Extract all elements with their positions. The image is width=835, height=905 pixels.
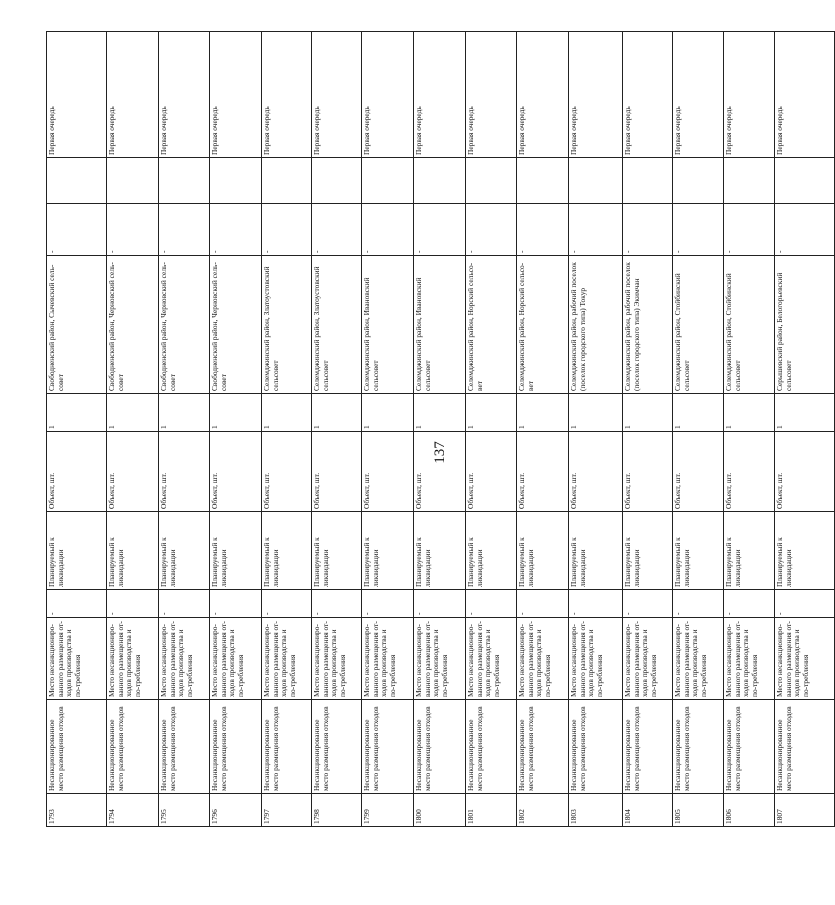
cell-action-status: Планируемый к ликвидации: [466, 512, 517, 590]
cell-extra-2: [159, 158, 210, 204]
cell-number: 1795: [159, 794, 210, 827]
cell-quantity: 1: [210, 394, 262, 432]
cell-location: Селемджинский район, Норский сельсо-вет: [466, 256, 517, 394]
cell-dash: -: [262, 590, 312, 618]
cell-unit: Объект, шт.: [47, 432, 107, 512]
cell-number: 1807: [775, 794, 835, 827]
cell-number: 1806: [724, 794, 775, 827]
table-row: [466, 32, 517, 827]
cell-extra-1: -: [623, 204, 673, 256]
table-row: [569, 32, 623, 827]
cell-extra-1: -: [362, 204, 414, 256]
table-row: [414, 32, 466, 827]
cell-unit: Объект, шт.: [623, 432, 673, 512]
cell-number: 1794: [107, 794, 159, 827]
cell-quantity: 1: [107, 394, 159, 432]
cell-description: Место несанкциониро-ванного размещения от-ходов производства и по-требления: [414, 618, 466, 700]
cell-number: 1800: [414, 794, 466, 827]
cell-extra-2: [673, 158, 724, 204]
cell-action-status: Планируемый к ликвидации: [159, 512, 210, 590]
cell-quantity: 1: [262, 394, 312, 432]
cell-unit: Объект, шт.: [466, 432, 517, 512]
table-row: [262, 32, 312, 827]
cell-location: Селемджинский район, Златоустовский сельсовет: [262, 256, 312, 394]
cell-extra-2: [262, 158, 312, 204]
cell-quantity: 1: [623, 394, 673, 432]
cell-description: Место несанкциониро-ванного размещения от-ходов производства и по-требления: [673, 618, 724, 700]
table-row: [623, 32, 673, 827]
cell-unit: Объект, шт.: [414, 432, 466, 512]
cell-quantity: 1: [362, 394, 414, 432]
cell-quantity: 1: [673, 394, 724, 432]
cell-action-status: Планируемый к ликвидации: [569, 512, 623, 590]
cell-dash: -: [623, 590, 673, 618]
cell-extra-1: -: [47, 204, 107, 256]
cell-extra-2: [362, 158, 414, 204]
cell-extra-1: -: [210, 204, 262, 256]
cell-action-status: Планируемый к ликвидации: [775, 512, 835, 590]
cell-dash: -: [47, 590, 107, 618]
cell-dash: -: [362, 590, 414, 618]
cell-queue: Первая очередь: [466, 32, 517, 158]
cell-object-name: Несанкционированное место размещения отходов: [623, 700, 673, 794]
cell-location: Селемджинский район, Стойбинский сельсовет: [724, 256, 775, 394]
cell-quantity: 1: [159, 394, 210, 432]
cell-action-status: Планируемый к ликвидации: [312, 512, 362, 590]
cell-extra-2: [210, 158, 262, 204]
cell-queue: Первая очередь: [623, 32, 673, 158]
cell-description: Место несанкциониро-ванного размещения от-ходов производства и по-требления: [466, 618, 517, 700]
cell-description: Место несанкциониро-ванного размещения от-ходов производства и по-требления: [159, 618, 210, 700]
cell-extra-1: -: [107, 204, 159, 256]
table-row: [362, 32, 414, 827]
cell-location: Свободненский район, Черновский сель-совет: [107, 256, 159, 394]
cell-location: Свободненский район, Черновский сель-совет: [210, 256, 262, 394]
cell-dash: -: [210, 590, 262, 618]
cell-action-status: Планируемый к ликвидации: [362, 512, 414, 590]
cell-quantity: 1: [569, 394, 623, 432]
cell-extra-2: [775, 158, 835, 204]
cell-quantity: 1: [775, 394, 835, 432]
cell-location: Селемджинский район, рабочий поселок (поселок городского типа) Токур: [569, 256, 623, 394]
page-number: 137: [432, 441, 448, 464]
cell-action-status: Планируемый к ликвидации: [623, 512, 673, 590]
cell-queue: Первая очередь: [362, 32, 414, 158]
cell-description: Место несанкциониро-ванного размещения от-ходов производства и по-требления: [47, 618, 107, 700]
cell-dash: -: [312, 590, 362, 618]
cell-location: Селемджинский район, Ивановский сельсовет: [414, 256, 466, 394]
cell-description: Место несанкциониро-ванного размещения от-ходов производства и по-требления: [517, 618, 569, 700]
cell-location: Селемджинский район, Стойбинский сельсовет: [673, 256, 724, 394]
cell-description: Место несанкциониро-ванного размещения от-ходов производства и по-требления: [724, 618, 775, 700]
cell-unit: Объект, шт.: [775, 432, 835, 512]
cell-extra-2: [312, 158, 362, 204]
cell-action-status: Планируемый к ликвидации: [210, 512, 262, 590]
cell-queue: Первая очередь: [312, 32, 362, 158]
cell-object-name: Несанкционированное место размещения отходов: [775, 700, 835, 794]
cell-unit: Объект, шт.: [362, 432, 414, 512]
cell-unit: Объект, шт.: [312, 432, 362, 512]
cell-object-name: Несанкционированное место размещения отходов: [262, 700, 312, 794]
cell-object-name: Несанкционированное место размещения отходов: [362, 700, 414, 794]
cell-dash: -: [159, 590, 210, 618]
cell-action-status: Планируемый к ликвидации: [107, 512, 159, 590]
cell-queue: Первая очередь: [569, 32, 623, 158]
table-row: [159, 32, 210, 827]
cell-description: Место несанкциониро-ванного размещения от-ходов производства и по-требления: [569, 618, 623, 700]
cell-unit: Объект, шт.: [159, 432, 210, 512]
cell-description: Место несанкциониро-ванного размещения от-ходов производства и по-требления: [210, 618, 262, 700]
cell-queue: Первая очередь: [47, 32, 107, 158]
cell-extra-2: [724, 158, 775, 204]
cell-number: 1793: [47, 794, 107, 827]
cell-action-status: Планируемый к ликвидации: [262, 512, 312, 590]
cell-description: Место несанкциониро-ванного размещения от-ходов производства и по-требления: [775, 618, 835, 700]
cell-queue: Первая очередь: [517, 32, 569, 158]
cell-action-status: Планируемый к ликвидации: [724, 512, 775, 590]
cell-queue: Первая очередь: [775, 32, 835, 158]
table-row: [210, 32, 262, 827]
cell-description: Место несанкциониро-ванного размещения от-ходов производства и по-требления: [312, 618, 362, 700]
cell-quantity: 1: [724, 394, 775, 432]
cell-queue: Первая очередь: [414, 32, 466, 158]
table-row: [47, 32, 107, 827]
cell-location: Свободненский район, Черновский сель-совет: [159, 256, 210, 394]
cell-extra-1: -: [159, 204, 210, 256]
cell-number: 1799: [362, 794, 414, 827]
cell-object-name: Несанкционированное место размещения отходов: [414, 700, 466, 794]
cell-object-name: Несанкционированное место размещения отходов: [673, 700, 724, 794]
cell-extra-1: -: [312, 204, 362, 256]
cell-object-name: Несанкционированное место размещения отходов: [107, 700, 159, 794]
cell-quantity: 1: [517, 394, 569, 432]
cell-number: 1803: [569, 794, 623, 827]
cell-action-status: Планируемый к ликвидации: [414, 512, 466, 590]
cell-object-name: Несанкционированное место размещения отходов: [210, 700, 262, 794]
cell-dash: -: [775, 590, 835, 618]
cell-object-name: Несанкционированное место размещения отходов: [517, 700, 569, 794]
cell-extra-1: -: [724, 204, 775, 256]
cell-number: 1798: [312, 794, 362, 827]
cell-unit: Объект, шт.: [517, 432, 569, 512]
cell-quantity: 1: [466, 394, 517, 432]
cell-dash: -: [414, 590, 466, 618]
waste-sites-table: [46, 31, 835, 827]
cell-description: Место несанкциониро-ванного размещения от-ходов производства и по-требления: [262, 618, 312, 700]
cell-dash: -: [517, 590, 569, 618]
cell-object-name: Несанкционированное место размещения отходов: [159, 700, 210, 794]
table-row: [312, 32, 362, 827]
cell-extra-2: [623, 158, 673, 204]
cell-number: 1805: [673, 794, 724, 827]
cell-action-status: Планируемый к ликвидации: [517, 512, 569, 590]
cell-extra-1: -: [673, 204, 724, 256]
cell-extra-2: [414, 158, 466, 204]
cell-dash: -: [673, 590, 724, 618]
cell-location: Селемджинский район, рабочий поселок (поселок городского типа) Экимчан: [623, 256, 673, 394]
cell-extra-1: -: [466, 204, 517, 256]
cell-object-name: Несанкционированное место размещения отходов: [312, 700, 362, 794]
cell-action-status: Планируемый к ликвидации: [673, 512, 724, 590]
cell-number: 1801: [466, 794, 517, 827]
cell-queue: Первая очередь: [724, 32, 775, 158]
cell-extra-1: -: [517, 204, 569, 256]
cell-queue: Первая очередь: [107, 32, 159, 158]
cell-dash: -: [466, 590, 517, 618]
table-row: [673, 32, 724, 827]
cell-number: 1804: [623, 794, 673, 827]
cell-description: Место несанкциониро-ванного размещения от-ходов производства и по-требления: [107, 618, 159, 700]
cell-dash: -: [107, 590, 159, 618]
cell-extra-1: -: [262, 204, 312, 256]
cell-unit: Объект, шт.: [569, 432, 623, 512]
cell-queue: Первая очередь: [262, 32, 312, 158]
cell-extra-1: -: [569, 204, 623, 256]
cell-unit: Объект, шт.: [673, 432, 724, 512]
cell-quantity: 1: [414, 394, 466, 432]
cell-extra-2: [466, 158, 517, 204]
cell-location: Серышевский район, Белогорьевский сельсовет: [775, 256, 835, 394]
cell-number: 1797: [262, 794, 312, 827]
cell-object-name: Несанкционированное место размещения отходов: [466, 700, 517, 794]
cell-extra-2: [47, 158, 107, 204]
cell-description: Место несанкциониро-ванного размещения от-ходов производства и по-требления: [362, 618, 414, 700]
cell-queue: Первая очередь: [159, 32, 210, 158]
cell-queue: Первая очередь: [210, 32, 262, 158]
cell-location: Селемджинский район, Ивановский сельсовет: [362, 256, 414, 394]
cell-dash: -: [569, 590, 623, 618]
cell-number: 1796: [210, 794, 262, 827]
cell-location: Свободненский район, Сычевский сель-совет: [47, 256, 107, 394]
table-row: [517, 32, 569, 827]
cell-extra-2: [517, 158, 569, 204]
table-body: [47, 32, 835, 827]
table-row: [107, 32, 159, 827]
cell-action-status: Планируемый к ликвидации: [47, 512, 107, 590]
cell-number: 1802: [517, 794, 569, 827]
cell-unit: Объект, шт.: [262, 432, 312, 512]
cell-object-name: Несанкционированное место размещения отходов: [47, 700, 107, 794]
cell-object-name: Несанкционированное место размещения отходов: [724, 700, 775, 794]
cell-description: Место несанкциониро-ванного размещения от-ходов производства и по-требления: [623, 618, 673, 700]
cell-unit: Объект, шт.: [210, 432, 262, 512]
cell-location: Селемджинский район, Златоустовский сельсовет: [312, 256, 362, 394]
cell-extra-1: -: [414, 204, 466, 256]
table-row: [724, 32, 775, 827]
cell-unit: Объект, шт.: [724, 432, 775, 512]
cell-quantity: 1: [312, 394, 362, 432]
cell-unit: Объект, шт.: [107, 432, 159, 512]
cell-location: Селемджинский район, Норский сельсо-вет: [517, 256, 569, 394]
cell-extra-2: [107, 158, 159, 204]
table-row: [775, 32, 835, 827]
cell-queue: Первая очередь: [673, 32, 724, 158]
cell-quantity: 1: [47, 394, 107, 432]
cell-extra-2: [569, 158, 623, 204]
cell-dash: -: [724, 590, 775, 618]
cell-extra-1: -: [775, 204, 835, 256]
cell-object-name: Несанкционированное место размещения отходов: [569, 700, 623, 794]
